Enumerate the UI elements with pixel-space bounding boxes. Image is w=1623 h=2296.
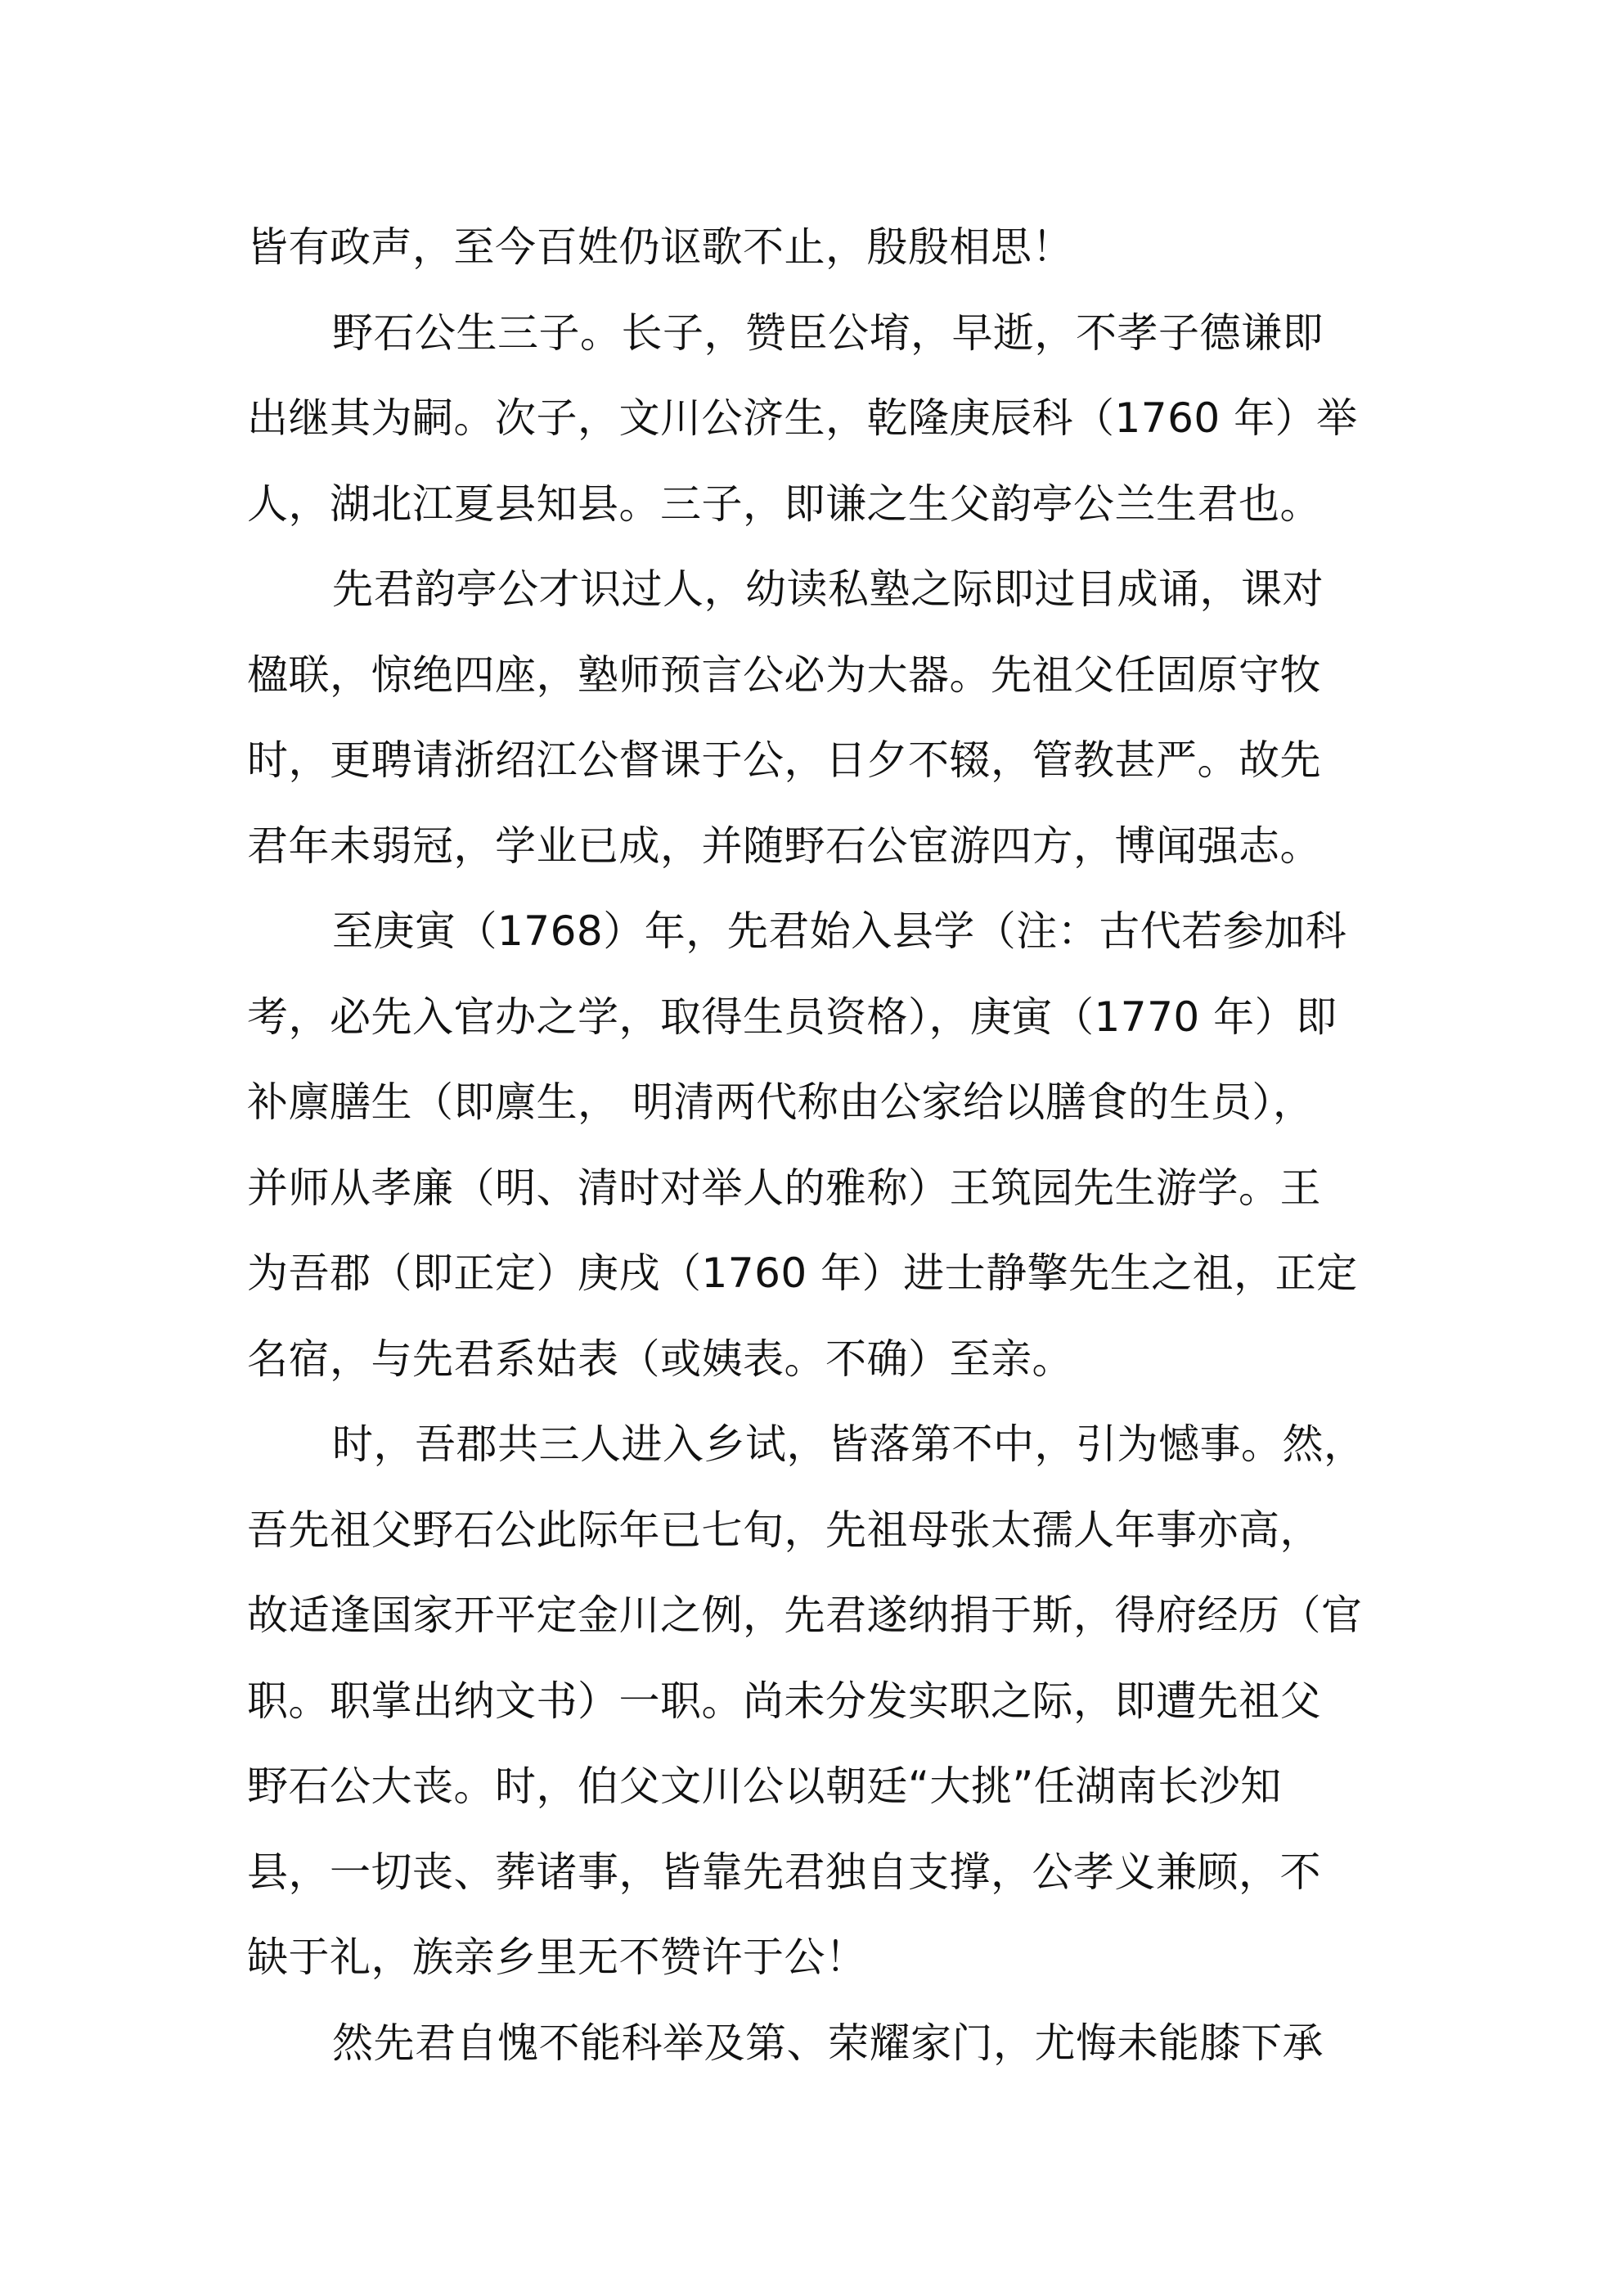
- text-line: 县，一切丧、葬诸事，皆靠先君独自支撑，公孝义兼顾，不: [247, 1848, 1321, 1896]
- paragraph-start-line: 先君韵亭公才识过人，幼读私塾之际即过目成诵，课对: [332, 565, 1324, 613]
- text-line: 为吾郡（即正定）庚戌（1760 年）进士静擎先生之祖，正定: [247, 1249, 1358, 1297]
- text-line: 吾先祖父野石公此际年已七旬，先祖母张太孺人年事亦高，: [247, 1506, 1321, 1554]
- text-line: 皆有政声，至今百姓仍讴歌不止，殷殷相思！: [247, 223, 1073, 271]
- text-line: 补廪膳生（即廪生， 明清两代称由公家给以膳食的生员），: [247, 1078, 1315, 1126]
- text-line: 野石公大丧。时，伯父文川公以朝廷“大挑”任湖南长沙知: [247, 1763, 1282, 1810]
- text-line: 楹联，惊绝四座，塾师预言公必为大器。先祖父任固原守牧: [247, 651, 1321, 699]
- text-line: 名宿，与先君系姑表（或姨表。不确）至亲。: [247, 1335, 1073, 1383]
- text-line: 考，必先入官办之学，取得生员资格），庚寅（1770 年）即: [247, 993, 1338, 1041]
- paragraph-start-line: 至庚寅（1768）年，先君始入县学（注：古代若参加科: [332, 907, 1347, 955]
- paragraph-start-line: 然先君自愧不能科举及第、荣耀家门，尤悔未能膝下承: [332, 2019, 1324, 2067]
- text-line: 故适逢国家开平定金川之例，先君遂纳捐于斯，得府经历（官: [247, 1591, 1363, 1639]
- text-line: 缺于礼，族亲乡里无不赞许于公！: [247, 1934, 867, 1981]
- text-line: 君年未弱冠，学业已成，并随野石公宦游四方，博闻强志。: [247, 822, 1321, 870]
- text-line: 人，湖北江夏县知县。三子，即谦之生父韵亭公兰生君也。: [247, 479, 1321, 528]
- text-line: 出继其为嗣。次子，文川公济生，乾隆庚辰科（1760 年）举: [247, 394, 1358, 442]
- text-line: 职。职掌出纳文书）一职。尚未分发实职之际，即遭先祖父: [247, 1677, 1321, 1725]
- text-line: 时，更聘请浙绍江公督课于公，日夕不辍，管教甚严。故先: [247, 736, 1321, 784]
- text-line: 并师从孝廉（明、清时对举人的雅称）王筑园先生游学。王: [247, 1164, 1321, 1212]
- paragraph-start-line: 时，吾郡共三人进入乡试，皆落第不中，引为憾事。然，: [332, 1420, 1365, 1468]
- paragraph-start-line: 野石公生三子。长子，赞臣公堉，早逝，不孝子德谦即: [332, 308, 1324, 357]
- body-text: [247, 205, 1392, 2086]
